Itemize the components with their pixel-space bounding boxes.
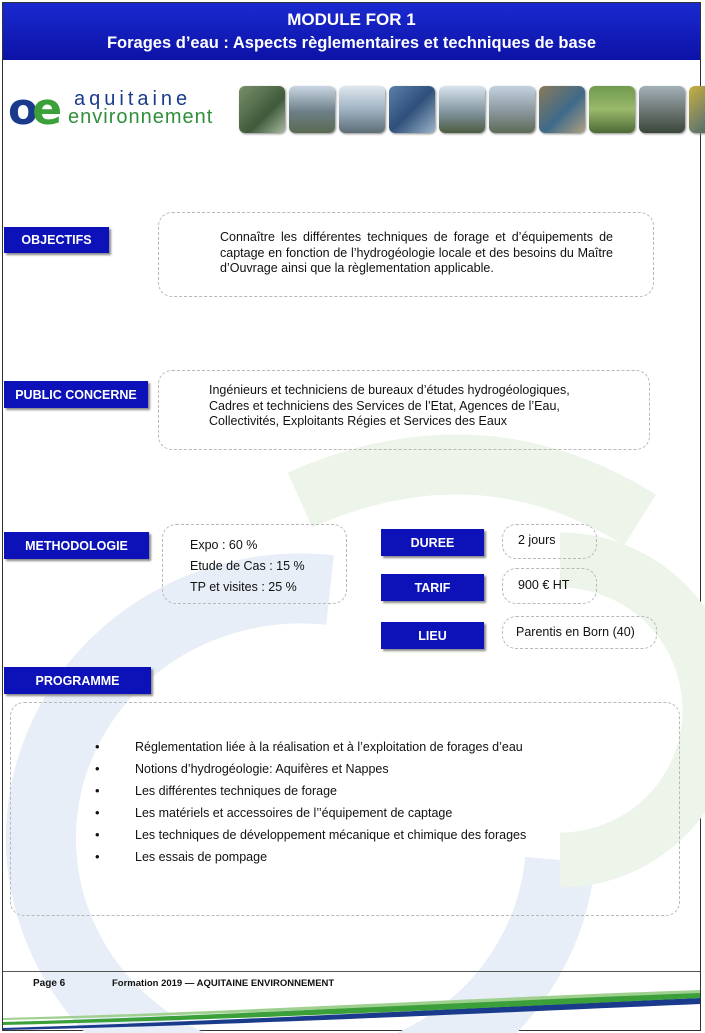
methodologie-line-1: Expo : 60 %	[190, 538, 258, 552]
methodologie-box	[162, 524, 347, 604]
programme-label: PROGRAMME	[4, 667, 151, 694]
methodologie-line-3: TP et visites : 25 %	[190, 580, 297, 594]
tarif-value: 900 € HT	[518, 578, 570, 592]
logo-mark: oe	[8, 84, 57, 135]
objectifs-box	[158, 212, 654, 297]
duree-label: DUREE	[381, 529, 484, 556]
photo-10	[689, 86, 705, 133]
public-label: PUBLIC CONCERNE	[4, 381, 148, 408]
public-line-2: Cadres et techniciens des Services de l’Etat, Agences de l’Eau,	[209, 398, 560, 413]
public-line-3: Collectivités, Exploitants Régies et Services des Eaux	[209, 414, 508, 428]
photo-5	[439, 86, 485, 133]
photo-8	[589, 86, 635, 133]
methodologie-label: METHODOLOGIE	[4, 532, 149, 559]
photo-strip	[239, 86, 705, 134]
tarif-label: TARIF	[381, 574, 484, 601]
page-header	[3, 3, 700, 60]
lieu-label: LIEU	[381, 622, 484, 649]
methodologie-line-2: Etude de Cas : 15 %	[190, 559, 305, 573]
programme-item: • Réglementation liée à la réalisation et à l’exploitation de forages d’eau	[95, 740, 526, 762]
lieu-value: Parentis en Born (40)	[516, 625, 635, 639]
logo-line2: environnement	[68, 106, 214, 128]
photo-4	[389, 86, 435, 133]
footer-swoosh	[3, 990, 700, 1030]
duree-box	[502, 524, 597, 559]
footer-divider	[3, 971, 700, 972]
objectifs-label: OBJECTIFS	[4, 227, 109, 253]
logo-line1: aquitaine	[74, 88, 192, 110]
public-line-1: Ingénieurs et techniciens de bureaux d’études hydrogéologiques,	[209, 383, 570, 397]
brand-logo	[8, 86, 236, 136]
programme-item: • Les essais de pompage	[95, 850, 526, 872]
public-box	[158, 370, 650, 450]
photo-2	[289, 86, 335, 133]
programme-item: • Les différentes techniques de forage	[95, 784, 526, 806]
programme-item: • Notions d’hydrogéologie: Aquifères et Nappes	[95, 762, 526, 784]
footer-page: Page 6	[33, 978, 66, 989]
module-title: MODULE FOR 1	[287, 10, 416, 29]
objectifs-text: Connaître les différentes techniques de forage et d’équipements de captage en fonction de l’hydrogéologie locale et des besoins du Maître d’Ouvrage ainsi que la règlementation applicable.	[220, 230, 613, 275]
photo-3	[339, 86, 385, 133]
photo-7	[539, 86, 585, 133]
photo-1	[239, 86, 285, 133]
module-subtitle: Forages d’eau : Aspects règlementaires et techniques de base	[106, 34, 597, 52]
tarif-box	[502, 568, 597, 604]
programme-list	[95, 740, 526, 872]
photo-9	[639, 86, 685, 133]
duree-value: 2 jours	[518, 533, 556, 547]
photo-6	[489, 86, 535, 133]
programme-item: • Les matériels et accessoires de l’’équipement de captage	[95, 806, 526, 828]
lieu-box	[502, 616, 657, 649]
footer-text: Formation 2019 — AQUITAINE ENVIRONNEMENT	[112, 978, 335, 989]
programme-item: • Les techniques de développement mécanique et chimique des forages	[95, 828, 526, 850]
